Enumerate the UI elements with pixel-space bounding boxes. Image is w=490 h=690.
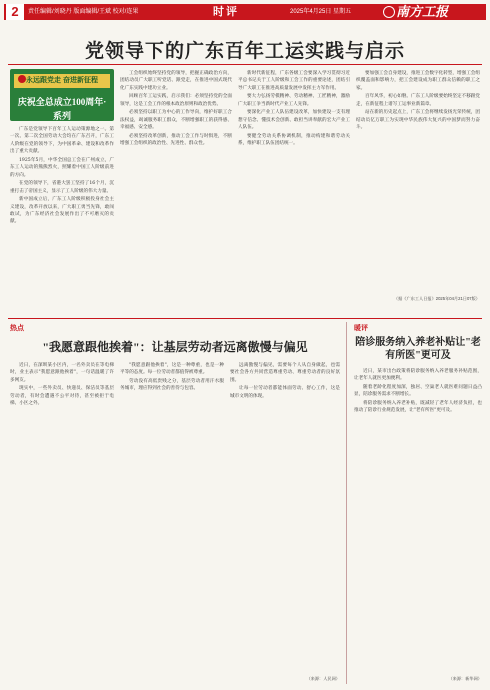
- main-col-2: [120, 70, 232, 308]
- warm-comment-tag: 暖评: [354, 325, 368, 332]
- issue-date: 2025年4月25日 星期五: [290, 9, 352, 15]
- main-headline: 党领导下的广东百年工运实践与启示: [84, 41, 405, 62]
- paragraph: 1925年5月，中华全国总工会在广州成立，广东工人运动的熊熊烈火，照耀着中国工人阶级前进的方向。: [10, 157, 114, 178]
- paragraph: 近日，某市出台政策将陪诊服务纳入养老服务补贴范围，让老年人就医更加便利。: [354, 369, 482, 382]
- page-header: [0, 0, 490, 34]
- paragraph: 工会组织始终坚持党的领导，把握正确政治方向，团结动员广大职工听党话、跟党走，在推进中国式现代化广东实践中建功立业。: [120, 71, 232, 91]
- main-source: （据《广东工人日报》2025年04月21日07版）: [393, 296, 480, 301]
- newspaper-logo: 南方工报: [396, 4, 449, 19]
- hot-topic-tag: 热点: [10, 325, 24, 332]
- series-banner: [10, 69, 114, 121]
- paragraph: 劳动没有高低贵贱之分，基层劳动者用汗水服务城市，理应得到社会的善待与包容。: [120, 379, 224, 392]
- newspaper-logo-icon: [383, 6, 395, 18]
- paragraph: "我愿意跟他挨着"，这是一种尊重，也是一种平等的态度。每一位劳动者都值得被尊重。: [120, 363, 224, 376]
- banner-slogan: 永远跟党走 奋进新征程: [14, 74, 110, 88]
- paragraph: 在党的领导下，省港大罢工坚持了16个月，沉重打击了帝国主义，显示了工人阶级的伟大力量。: [10, 181, 114, 194]
- emblem-icon: [18, 75, 26, 83]
- right-headline: 陪诊服务纳入养老补贴让"老有所医"更可及: [355, 337, 481, 361]
- paragraph: 要深化产业工人队伍建设改革，加快建设一支有理想守信念、懂技术会创新、敢担当讲奉献的宏大产业工人队伍。: [238, 110, 350, 131]
- paragraph: 要大力弘扬劳模精神、劳动精神、工匠精神，激励广大职工争当新时代产业工人先锋。: [238, 94, 350, 107]
- paragraph: 近日，在深圳某小区内，一名外卖员在等电梯时，业主表示"我愿意跟他挨着"，一句话温暖了许多网友。: [10, 363, 114, 383]
- left-headline: "我愿意跟他挨着"：让基层劳动者远离傲慢与偏见: [42, 340, 308, 354]
- left-col-3: [230, 362, 340, 668]
- left-col-2: [120, 362, 224, 678]
- paragraph: 将陪诊服务纳入养老补贴，既减轻了老年人经济负担，也推动了陪诊行业规范发展，让"老有所医"更可及。: [354, 401, 482, 414]
- page-number: 2: [6, 4, 24, 20]
- paragraph: 要健全劳动关系协调机制，推动构建和谐劳动关系，维护职工队伍团结统一。: [238, 133, 350, 147]
- paragraph: 随着老龄化程度加深，独居、空巢老人就医难问题日益凸显，陪诊服务需求不断增长。: [354, 385, 482, 398]
- section-title: 时评: [213, 6, 239, 18]
- section-divider: [8, 318, 482, 319]
- paragraph: 站在新的历史起点上，广东工会将继续发扬光荣传统，团结动员亿万职工为实现中华民族伟大复兴的中国梦而努力奋斗。: [356, 110, 480, 131]
- banner-series-title: 庆祝全总成立100周年·系列: [17, 97, 107, 121]
- paragraph: 新中国成立后，广东工人阶级积极投身社会主义建设，改革开放以来，广大职工勇当先锋，敢闯敢试，为广东经济社会发展作出了不可磨灭的贡献。: [10, 197, 114, 225]
- left-col-1: [10, 362, 114, 678]
- paragraph: 远离傲慢与偏见，需要每个人从自身做起，也需要社会各方共同营造尊重劳动、尊重劳动者的良好氛围。: [230, 363, 340, 383]
- paragraph: 必须坚持以职工为中心的工作导向，维护好职工合法权益，竭诚服务职工群众，不断增强职工的获得感、幸福感、安全感。: [120, 110, 232, 131]
- paragraph: 广东是党领导下百年工人运动策源地之一。第一次、第二次全国劳动大会均在广东召开，广东工人阶级在党的领导下，为中国革命、建设和改革作出了重大贡献。: [10, 127, 114, 155]
- paragraph: 要加强工会自身建设，推进工会数字化转型，增强工会组织覆盖面和影响力，把工会建设成为职工群众信赖的职工之家。: [356, 71, 480, 91]
- main-col-4: [356, 70, 480, 292]
- column-divider: [346, 322, 347, 684]
- paragraph: 百年风华，初心如磐。广东工人阶级要始终坚定不移跟党走，在新征程上谱写工运事业新篇章。: [356, 94, 480, 107]
- left-source: （来源：人民网）: [306, 676, 340, 681]
- paragraph: 必须坚持改革创新，推动工会工作与时俱进，不断增强工会组织的政治性、先进性、群众性。: [120, 133, 232, 147]
- main-col-1: [10, 126, 114, 308]
- paragraph: 回顾百年工运实践，启示我们：必须坚持党的全面领导，这是工会工作的根本政治原则和政治优势。: [120, 94, 232, 107]
- editors-line: 责任编辑/刘晓丹 版面编辑/王斌 校对/连果: [28, 9, 139, 15]
- paragraph: 现实中，一些外卖员、快递员、保洁员等基层劳动者，有时会遭遇不公平对待，甚至被拒于电梯、小区之外。: [10, 386, 114, 407]
- paragraph: 新时代新征程，广东各级工会要深入学习贯彻习近平总书记关于工人阶级和工会工作的重要论述，团结引导广大职工在推进高质量发展中发挥主力军作用。: [238, 71, 350, 91]
- headline-divider: [8, 64, 482, 65]
- right-source: （来源：新华网）: [448, 676, 482, 681]
- right-col-1: [354, 368, 482, 668]
- main-col-3: [238, 70, 350, 308]
- paragraph: 让每一位劳动者都能体面劳动、舒心工作，这是城市文明的体现。: [230, 386, 340, 399]
